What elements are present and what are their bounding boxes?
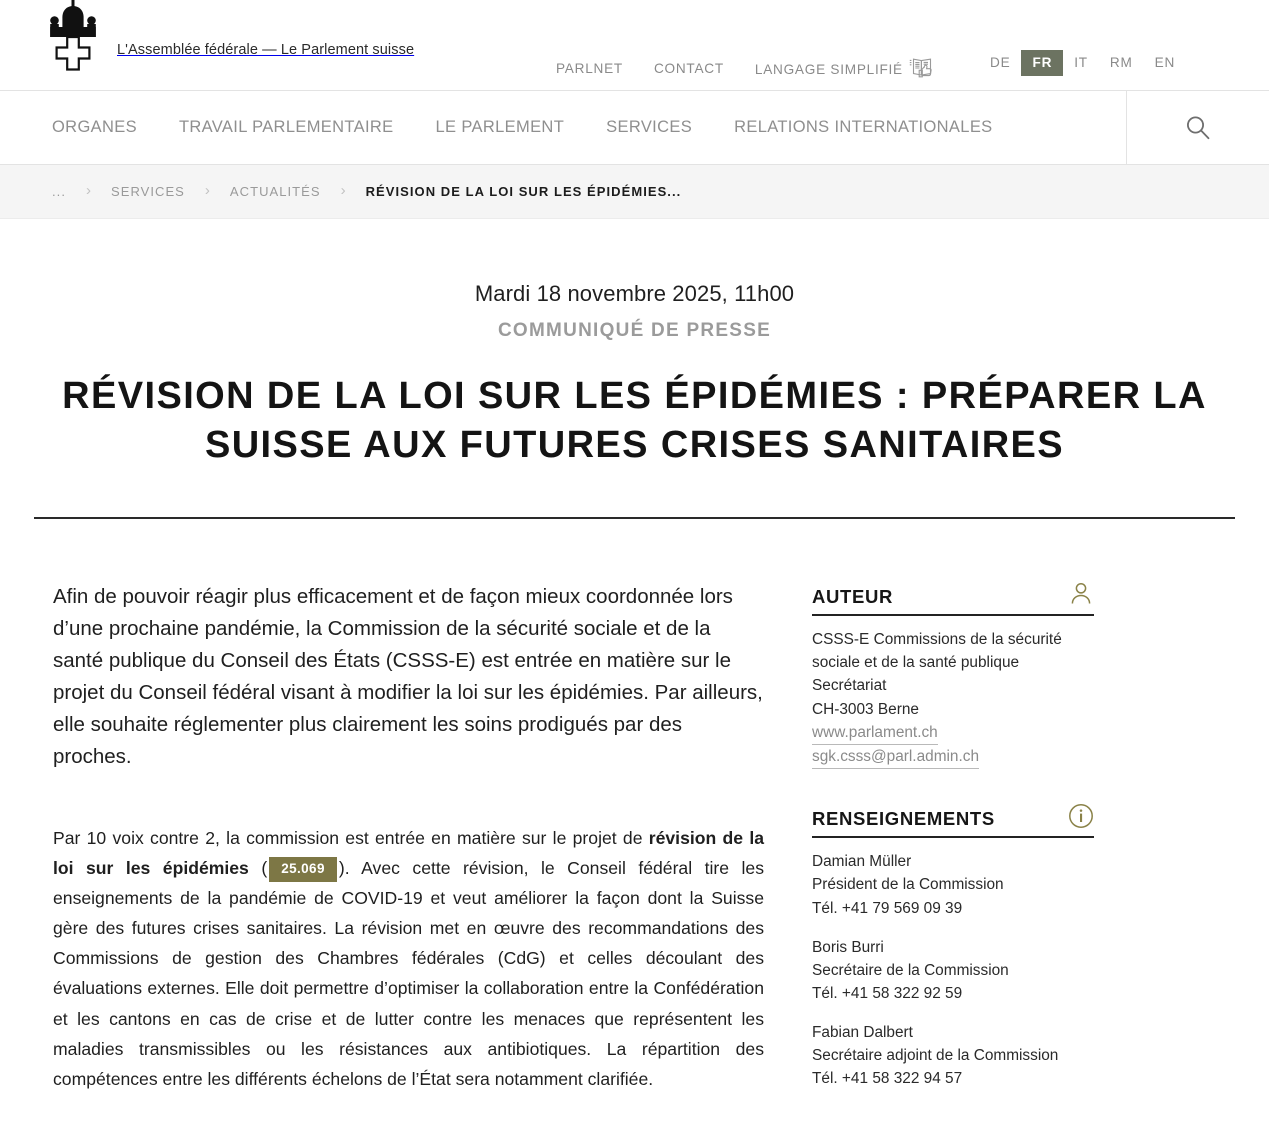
author-block-header [812, 581, 1094, 616]
contact-item [812, 1021, 1094, 1090]
primary-nav [0, 91, 1269, 165]
contact-item [812, 936, 1094, 1005]
article-content [0, 581, 1269, 1124]
contact-name: Fabian Dalbert [812, 1024, 913, 1041]
lang-en[interactable]: EN [1154, 55, 1176, 70]
breadcrumb [0, 165, 1269, 219]
article-body-column [34, 581, 794, 1124]
author-website-link[interactable]: www.parlament.ch [812, 722, 938, 745]
nav-item-le-parlement[interactable]: LE PARLEMENT [435, 118, 565, 136]
easy-read-icon [909, 56, 936, 81]
paragraph-bold-text: révision de la loi sur les épidémies [53, 828, 764, 879]
person-icon [1068, 581, 1094, 607]
header-divider [34, 517, 1235, 519]
top-nav-parlnet[interactable]: PARLNET [556, 61, 623, 76]
contact-item [812, 850, 1094, 919]
info-block-header [812, 803, 1094, 838]
search-icon [1183, 113, 1213, 143]
author-details [812, 628, 1094, 769]
chevron-right-icon: › [340, 182, 346, 199]
contact-role: Président de la Commission [812, 876, 1004, 894]
info-circle-icon [1068, 803, 1094, 829]
article-paragraph [53, 823, 764, 1094]
article-header [0, 219, 1269, 469]
search-button[interactable] [1126, 91, 1269, 164]
contact-phone: Tél. +41 79 569 09 39 [812, 899, 963, 917]
author-block-title: AUTEUR [812, 585, 893, 607]
breadcrumb-item-current: RÉVISION DE LA LOI SUR LES ÉPIDÉMIES... [365, 184, 682, 199]
nav-item-travail-parlementaire[interactable]: TRAVAIL PARLEMENTAIRE [178, 118, 394, 136]
swiss-parliament-logo-icon [45, 0, 101, 76]
breadcrumb-item-services[interactable]: SERVICES [111, 184, 185, 199]
paragraph-open-paren: ( [248, 858, 268, 879]
nav-item-organes[interactable]: ORGANES [52, 118, 137, 136]
article-date: Mardi 18 novembre 2025, 11h00 [474, 281, 795, 306]
contact-name: Damian Müller [812, 853, 912, 871]
author-line-4: CH-3003 Berne [812, 700, 919, 718]
breadcrumb-item-actualites[interactable]: ACTUALITÉS [229, 184, 321, 199]
breadcrumb-item-ellipsis[interactable]: ... [52, 184, 66, 199]
author-email-link[interactable]: sgk.csss@parl.admin.ch [812, 746, 979, 769]
utility-nav [556, 56, 936, 81]
curia-number-badge[interactable]: 25.069 [269, 857, 337, 882]
nav-item-services[interactable]: SERVICES [606, 118, 693, 136]
chevron-right-icon: › [86, 182, 91, 199]
info-block [812, 803, 1094, 1090]
article-sidebar [794, 581, 1094, 1124]
page-title: RÉVISION DE LA LOI SUR LES ÉPIDÉMIES : PRÉPARER LA SUISSE AUX FUTURES CRISES SANITAIRES [62, 375, 1207, 466]
primary-nav-list [52, 118, 1035, 137]
top-nav-contact[interactable]: CONTACT [653, 61, 724, 76]
article-kicker: COMMUNIQUÉ DE PRESSE [497, 320, 772, 341]
brand-name: L'Assemblée fédérale — Le Parlement suisse [117, 41, 415, 58]
paragraph-text-before-bold: Par 10 voix contre 2, la commission est entrée en matière sur le projet de [53, 828, 649, 849]
top-nav-langage-simplifie-label: LANGAGE SIMPLIFIÉ [754, 62, 903, 77]
contact-name: Boris Burri [812, 938, 884, 956]
author-line-1: CSSS-E Commissions de la sécurité [812, 631, 1062, 649]
site-logo-link[interactable] [45, 0, 414, 90]
author-line-3: Secrétariat [812, 677, 887, 695]
lang-de[interactable]: DE [990, 55, 1011, 70]
site-header [0, 0, 1269, 91]
contact-role: Secrétaire de la Commission [812, 961, 1009, 979]
contact-phone: Tél. +41 58 322 94 57 [812, 1070, 963, 1088]
author-block [812, 581, 1094, 769]
contact-role: Secrétaire adjoint de la Commission [812, 1047, 1059, 1065]
article-lead: Afin de pouvoir réagir plus efficacement et de façon mieux coordonnée lors d’une prochaine pandémie, la Commission de la sécurité sociale et de la santé publique du Conseil des États (CSSS-E) est entrée en matière sur le projet du Conseil fédéral visant à modifier la loi sur les épidémies. Par ailleurs, elle souhaite réglementer plus clairement les soins prodigués par des proches. [53, 585, 763, 769]
top-nav-langage-simplifie[interactable] [755, 56, 936, 81]
nav-item-relations-internationales[interactable]: RELATIONS INTERNATIONALES [734, 118, 993, 136]
info-contacts [812, 850, 1094, 1090]
paragraph-text-after-badge: ). Avec cette révision, le Conseil fédéral tire les enseignements de la pandémie de COVID-19 et veut améliorer la façon dont la Suisse gère des futures crises sanitaires. La révision met en œuvre des recommandations des Commissions de gestion des Chambres fédérales (CdG) et celles découlant des évaluations externes. Elle doit permettre d’optimiser la collaboration entre la Confédération et les cantons en cas de crise et de lutter contre les menaces que représentent les maladies transmissibles ou les résistances aux antibiotiques. La répartition des compétences entre les différents échelons de l’État sera notamment clarifiée. [53, 858, 765, 1089]
language-switcher [979, 50, 1186, 76]
contact-phone: Tél. +41 58 322 92 59 [812, 984, 963, 1002]
info-block-title: RENSEIGNEMENTS [812, 808, 995, 829]
lang-fr[interactable]: FR [1021, 50, 1063, 76]
lang-it[interactable]: IT [1074, 55, 1088, 70]
lang-rm[interactable]: RM [1109, 55, 1133, 70]
author-line-2: sociale et de la santé publique [812, 654, 1020, 672]
chevron-right-icon: › [204, 182, 210, 199]
